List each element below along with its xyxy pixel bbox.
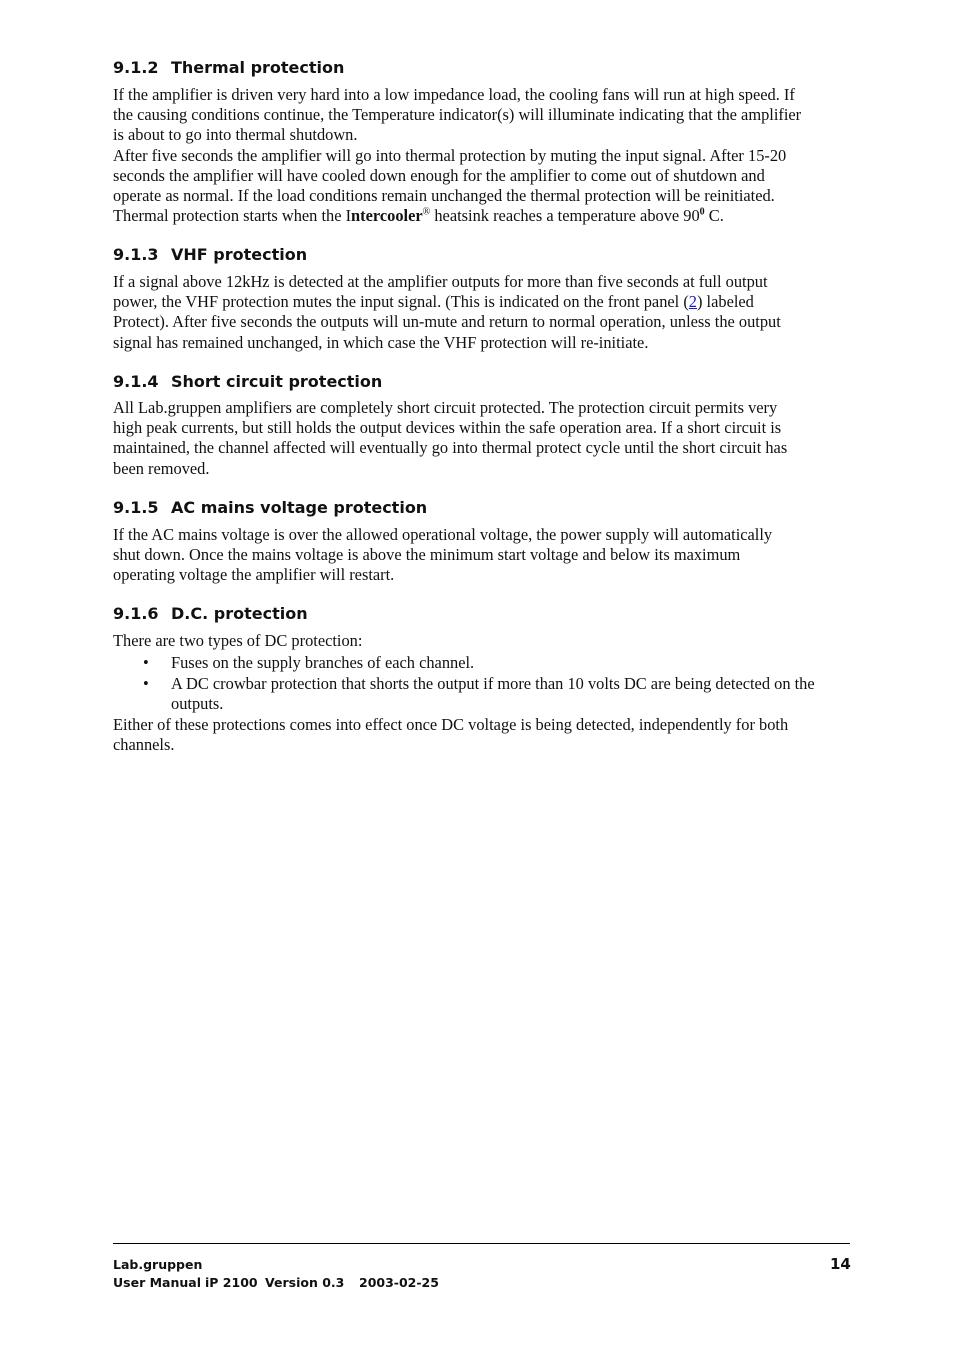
section-heading-dc <box>113 604 308 623</box>
section-number: 9.1.4 <box>113 372 159 391</box>
text-fragment: Thermal protection starts when the I <box>113 206 352 226</box>
degree-superscript: 0 <box>699 206 705 218</box>
text-fragment: C. <box>704 206 724 226</box>
text-fragment: power, the VHF protection mutes the input signal. (This is indicated on the front panel ( <box>113 292 689 312</box>
text-line: Either of these protections comes into effect once DC voltage is being detected, independently for both <box>113 715 789 734</box>
text-line: the causing conditions continue, the Temperature indicator(s) will illuminate indicating that the amplifier <box>113 105 802 125</box>
text-fragment: heatsink reaches a temperature above 90 <box>430 206 700 226</box>
text-line: All Lab.gruppen amplifiers are completely short circuit protected. The protection circuit permits very <box>113 398 778 417</box>
text-line: Protect). After five seconds the outputs will un-mute and return to normal operation, unless the output <box>113 312 781 332</box>
text-line: seconds the amplifier will have cooled down enough for the amplifier to come out of shutdown and <box>113 165 765 185</box>
footer-manual: User Manual <box>113 1275 201 1290</box>
text-line: high peak currents, but still holds the output devices within the safe operation area. If a short circuit is <box>113 418 782 438</box>
text-line: been removed. <box>113 458 210 478</box>
section-number: 9.1.2 <box>113 58 159 77</box>
paragraph-thermal <box>113 85 850 226</box>
text-line: operating voltage the amplifier will restart. <box>113 565 395 585</box>
page-number: 14 <box>830 1255 851 1273</box>
text-line: After five seconds the amplifier will go into thermal protection by muting the input signal. After 15-20 <box>113 145 787 165</box>
intercooler-brand: ntercooler <box>351 206 423 226</box>
text-line-with-link <box>113 292 850 312</box>
section-title: Short circuit protection <box>171 372 383 391</box>
text-line: If a signal above 12kHz is detected at the amplifier outputs for more than five seconds at full output <box>113 272 768 291</box>
section-number: 9.1.3 <box>113 245 159 264</box>
footer-version: Version 0.3 <box>265 1275 345 1290</box>
text-fragment: ) labeled <box>697 292 754 312</box>
paragraph-dc-intro <box>113 631 850 651</box>
text-line: maintained, the channel affected will eventually go into thermal protect cycle until the short circuit has <box>113 438 788 458</box>
bullet-text: outputs. <box>171 694 224 713</box>
footer-divider <box>113 1243 850 1244</box>
section-title: VHF protection <box>171 245 308 264</box>
footer-company: Lab.gruppen <box>113 1257 203 1272</box>
section-heading-thermal <box>113 58 344 77</box>
section-heading-ac-mains <box>113 498 427 517</box>
paragraph-ac-mains <box>113 525 850 586</box>
paragraph-vhf <box>113 272 850 353</box>
text-line: channels. <box>113 735 175 755</box>
registered-mark: ® <box>422 206 431 218</box>
section-title: Thermal protection <box>171 58 345 77</box>
section-number: 9.1.5 <box>113 498 159 517</box>
footer-date: 2003-02-25 <box>359 1275 439 1290</box>
text-line: signal has remained unchanged, in which case the VHF protection will re-initiate. <box>113 332 649 352</box>
section-number: 9.1.6 <box>113 604 159 623</box>
text-line: shut down. Once the mains voltage is above the minimum start voltage and below its maximum <box>113 545 741 565</box>
section-heading-short-circuit <box>113 372 382 391</box>
text-line: is about to go into thermal shutdown. <box>113 125 358 145</box>
bullet-text: Fuses on the supply branches of each channel. <box>171 653 475 672</box>
footer-model: iP 2100 <box>205 1275 258 1290</box>
bullet-icon: • <box>143 653 149 672</box>
text-line-intercooler <box>113 206 850 226</box>
bullet-icon: • <box>143 674 149 693</box>
paragraph-short-circuit <box>113 398 850 479</box>
text-line: operate as normal. If the load conditions remain unchanged the thermal protection will be reinitiated. <box>113 186 775 206</box>
paragraph-dc-closing <box>113 715 850 755</box>
bullet-text: A DC crowbar protection that shorts the output if more than 10 volts DC are being detected on the <box>171 674 815 693</box>
section-heading-vhf <box>113 245 307 264</box>
text-line: There are two types of DC protection: <box>113 631 363 650</box>
front-panel-reference-link[interactable]: 2 <box>688 292 697 312</box>
text-line: If the amplifier is driven very hard into a low impedance load, the cooling fans will run at high speed. If <box>113 85 795 104</box>
section-title: AC mains voltage protection <box>171 498 428 517</box>
section-title: D.C. protection <box>171 604 308 623</box>
text-line: If the AC mains voltage is over the allowed operational voltage, the power supply will automatically <box>113 525 773 544</box>
